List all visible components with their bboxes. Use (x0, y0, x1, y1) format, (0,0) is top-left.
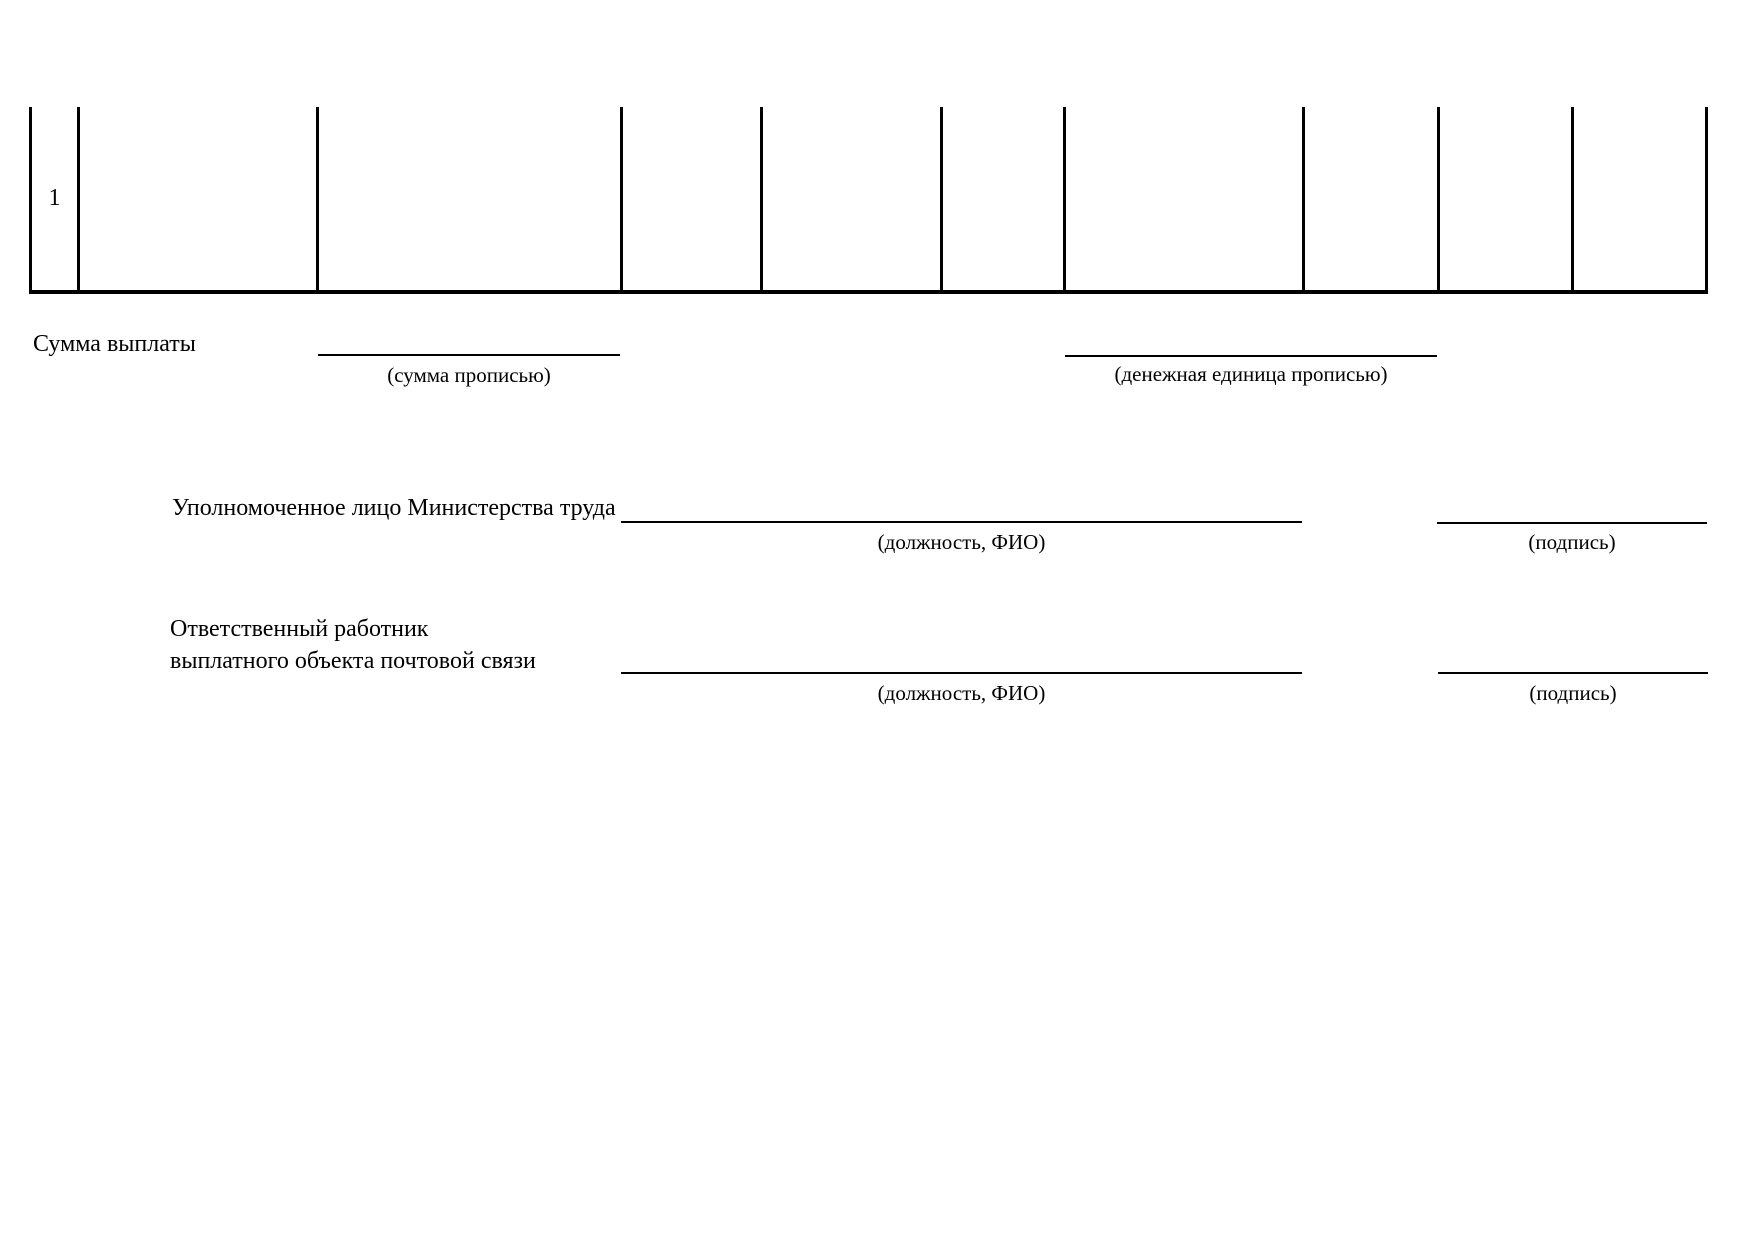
payments-table-row (29, 107, 1708, 294)
authorized-person-position-blank[interactable] (621, 521, 1302, 523)
authorized-person-position-caption: (должность, ФИО) (877, 530, 1046, 554)
sum-in-words-blank[interactable] (318, 354, 620, 356)
table-cell[interactable] (77, 107, 316, 290)
row-number-cell[interactable]: 1 (29, 107, 77, 290)
responsible-worker-signature-blank[interactable] (1438, 672, 1708, 674)
authorized-person-signature-blank[interactable] (1437, 522, 1707, 524)
responsible-worker-position-blank[interactable] (621, 672, 1302, 674)
table-cell[interactable] (760, 107, 940, 290)
currency-in-words-caption: (денежная единица прописью) (1114, 362, 1388, 386)
responsible-worker-label-line2: выплатного объекта почтовой связи (170, 648, 536, 674)
authorized-person-label: Уполномоченное лицо Министерства труда (172, 495, 616, 521)
table-cell[interactable] (1302, 107, 1437, 290)
table-cell[interactable] (1571, 107, 1708, 290)
payment-sum-label: Сумма выплаты (33, 331, 196, 357)
responsible-worker-label-line1: Ответственный работник (170, 616, 429, 642)
currency-in-words-blank[interactable] (1065, 355, 1437, 357)
table-cell[interactable] (940, 107, 1063, 290)
responsible-worker-signature-caption: (подпись) (1529, 681, 1617, 705)
sum-in-words-caption: (сумма прописью) (387, 363, 551, 387)
table-cell[interactable] (316, 107, 620, 290)
table-cell[interactable] (620, 107, 760, 290)
table-cell[interactable] (1437, 107, 1571, 290)
table-cell[interactable] (1063, 107, 1302, 290)
responsible-worker-position-caption: (должность, ФИО) (877, 681, 1046, 705)
authorized-person-signature-caption: (подпись) (1528, 530, 1616, 554)
